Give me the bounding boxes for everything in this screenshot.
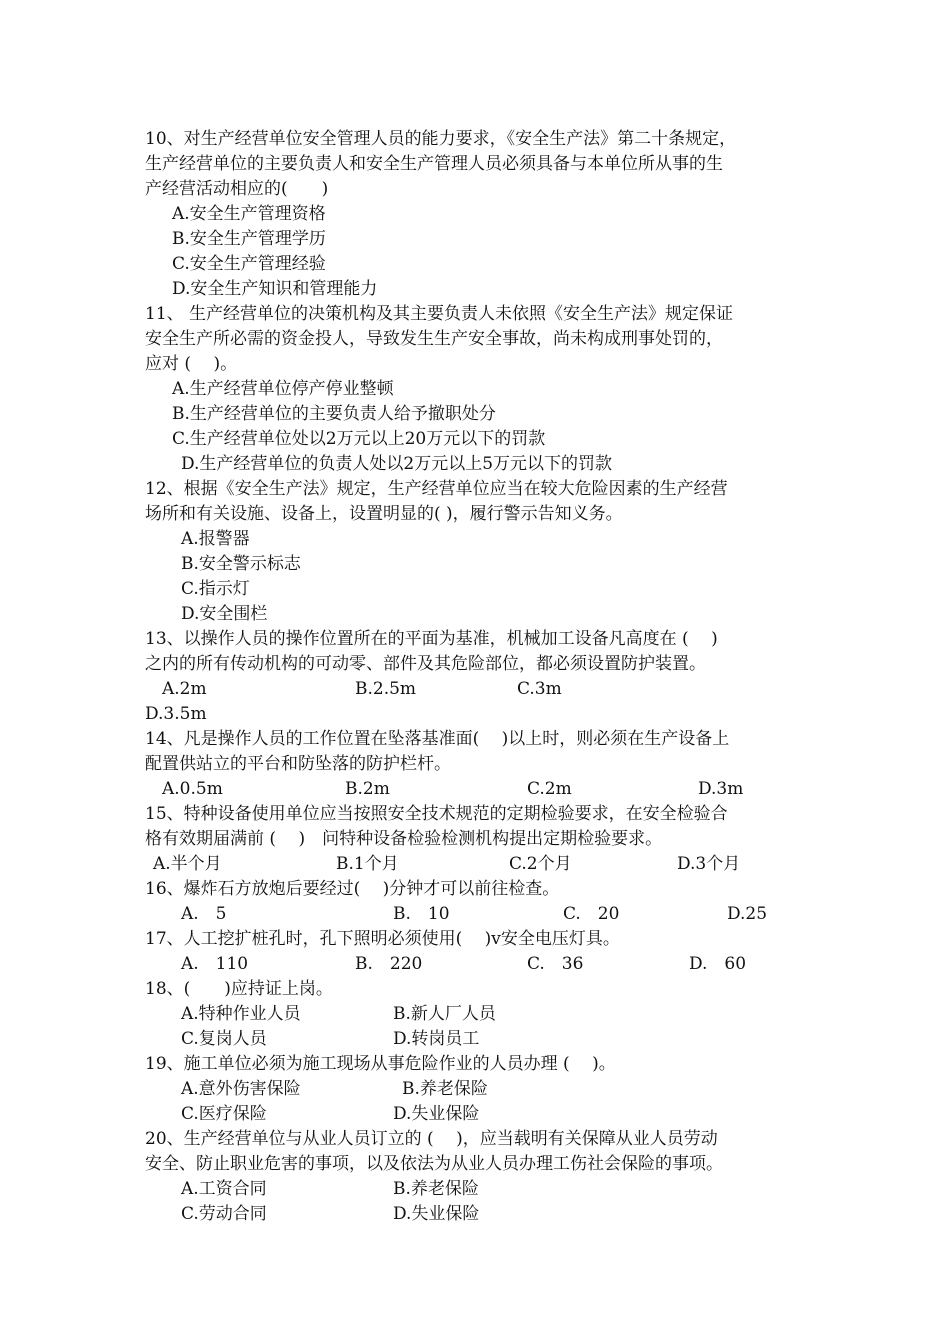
option-c: C.2个月 [509, 854, 572, 874]
question-stem-line: 13、以操作人员的操作位置所在的平面为基准，机械加工设备凡高度在 ( ) [145, 629, 718, 649]
question-stem-line: 产经营活动相应的( ) [145, 179, 329, 199]
option-c: C.生产经营单位处以2万元以上20万元以下的罚款 [172, 429, 546, 449]
option-c: C.指示灯 [181, 579, 250, 599]
option-a: A.生产经营单位停产停业整顿 [172, 379, 394, 399]
option-a: A.2m [162, 679, 207, 699]
question-stem-line: 生产经营单位的主要负责人和安全生产管理人员必须具备与本单位所从事的生 [145, 154, 723, 174]
question-stem-line: 配置供站立的平台和防坠落的防护栏杆。 [145, 754, 451, 774]
option-d: D. 60 [689, 954, 747, 974]
option-c: C. 20 [563, 904, 620, 924]
question-stem-line: 17、人工挖扩桩孔时，孔下照明必须使用( )v安全电压灯具。 [145, 929, 620, 949]
question-stem-line: 20、生产经营单位与从业人员订立的 ( )，应当载明有关保障从业人员劳动 [145, 1129, 718, 1149]
option-d: D.3m [698, 779, 744, 799]
question-stem-line: 安全、防止职业危害的事项，以及依法为从业人员办理工伤社会保险的事项。 [145, 1154, 723, 1174]
question-stem-line: 格有效期届满前 ( ) 问特种设备检验检测机构提出定期检验要求。 [145, 829, 663, 849]
option-d: D.25 [727, 904, 768, 924]
question-stem-line: 15、特种设备使用单位应当按照安全技术规范的定期检验要求，在安全检验合 [145, 804, 728, 824]
option-a: A.0.5m [162, 779, 223, 799]
option-a: A.安全生产管理资格 [172, 204, 326, 224]
option-c: C.2m [527, 779, 572, 799]
option-b: B.2.5m [355, 679, 417, 699]
option-b: B.1个月 [336, 854, 399, 874]
question-stem-line: 11、 生产经营单位的决策机构及其主要负责人未依照《安全生产法》规定保证 [145, 304, 734, 324]
option-a: A.意外伤害保险 [181, 1079, 301, 1099]
option-a: A.报警器 [181, 529, 250, 549]
option-b: B. 10 [393, 904, 450, 924]
option-d: D.3.5m [145, 704, 207, 724]
option-d: D.安全生产知识和管理能力 [172, 279, 378, 299]
option-a: A.半个月 [153, 854, 222, 874]
option-b: B.新人厂人员 [393, 1004, 496, 1024]
option-d: D.安全围栏 [181, 604, 268, 624]
question-stem-line: 18、( )应持证上岗。 [145, 979, 333, 999]
option-d: D.3个月 [677, 854, 741, 874]
option-d: D.失业保险 [393, 1104, 480, 1124]
option-c: C.复岗人员 [181, 1029, 267, 1049]
question-stem-line: 10、对生产经营单位安全管理人员的能力要求，《安全生产法》第二十条规定， [145, 129, 737, 149]
option-b: B.2m [345, 779, 390, 799]
option-a: A. 5 [181, 904, 227, 924]
option-d: D.转岗员工 [393, 1029, 480, 1049]
option-a: A.工资合同 [181, 1179, 267, 1199]
option-d: D.失业保险 [393, 1204, 480, 1224]
option-a: A.特种作业人员 [181, 1004, 301, 1024]
option-b: B.安全生产管理学历 [172, 229, 326, 249]
option-b: B.生产经营单位的主要负责人给予撤职处分 [172, 404, 496, 424]
question-stem-line: 19、施工单位必须为施工现场从事危险作业的人员办理 ( )。 [145, 1054, 616, 1074]
option-b: B. 220 [355, 954, 423, 974]
question-stem-line: 应对 ( )。 [145, 354, 238, 374]
option-c: C.劳动合同 [181, 1204, 267, 1224]
option-d: D.生产经营单位的负责人处以2万元以上5万元以下的罚款 [181, 454, 613, 474]
question-stem-line: 12、根据《安全生产法》规定，生产经营单位应当在较大危险因素的生产经营 [145, 479, 728, 499]
option-b: B.安全警示标志 [181, 554, 301, 574]
option-b: B.养老保险 [393, 1179, 479, 1199]
option-c: C.3m [517, 679, 562, 699]
question-stem-line: 14、凡是操作人员的工作位置在坠落基准面( )以上时，则必须在生产设备上 [145, 729, 730, 749]
question-stem-line: 16、爆炸石方放炮后要经过( )分钟才可以前往检查。 [145, 879, 560, 899]
question-stem-line: 场所和有关设施、设备上，设置明显的( )，履行警示告知义务。 [145, 504, 623, 524]
question-stem-line: 之内的所有传动机构的可动零、部件及其危险部位，都必须设置防护装置。 [145, 654, 706, 674]
option-c: C.安全生产管理经验 [172, 254, 326, 274]
option-c: C. 36 [527, 954, 584, 974]
question-stem-line: 安全生产所必需的资金投人，导致发生生产安全事故，尚未构成刑事处罚的， [145, 329, 723, 349]
option-c: C.医疗保险 [181, 1104, 267, 1124]
option-b: B.养老保险 [402, 1079, 488, 1099]
option-a: A. 110 [181, 954, 249, 974]
